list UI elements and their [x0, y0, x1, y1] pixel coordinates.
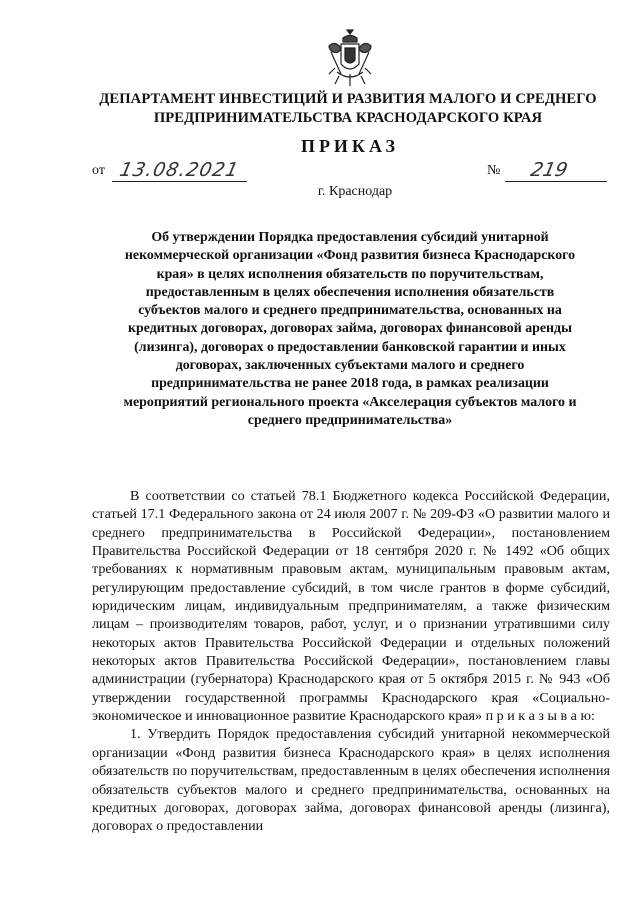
order-body — [92, 487, 610, 836]
body-paragraph-item-1: 1. Утвердить Порядок предоставления субсидий унитарной некоммерческой организации «Фонд развития бизнеса Краснодарского края» в целях исполнения обязательств по поручительствам, предоставленным в целях обеспечения исполнения обязательств субъектов малого и среднего предпринимательства, основанных на кредитных договорах, договорах займа, договорах финансовой аренды (лизинга), договорах о предоставлении — [92, 726, 610, 835]
city-label: г. Краснодар — [317, 184, 393, 199]
date-prefix: от — [92, 163, 105, 178]
coat-of-arms-icon — [325, 28, 375, 88]
body-paragraph-preamble: В соответствии со статьей 78.1 Бюджетного кодекса Российской Федерации, статьей 17.1 Федерального закона от 24 июля 2007 г. № 209-ФЗ «О развитии малого и среднего предпринимательства в Российской Федерации», постановлением Правительства Российской Федерации от 18 сентября 2020 г. № 1492 «Об общих требованиях к нормативным правовым актам, муниципальным правовым актам, регулирующим предоставление субсидий, в том числе грантов в форме субсидий, юридическим лицам, индивидуальным предпринимателям, а также физическим лицам – производителям товаров, работ, услуг, и о признании утратившими силу некоторых актов Правительства Российской Федерации и отдельных положений некоторых актов Правительства Российской Федерации», постановлением главы администрации (губернатора) Краснодарского края от 5 октября 2015 г. № 943 «Об утверждении государственной программы Краснодарского края «Социально-экономическое и инновационное развитие Краснодарского края» п р и к а з ы в а ю: — [92, 488, 610, 725]
order-subject: Об утверждении Порядка предоставления субсидий унитарной некоммерческой организации «Фонд развития бизнеса Краснодарского края» в целях исполнения обязательств по поручительствам, предоставленным в целях обеспечения исполнения обязательств субъектов малого и среднего предпринимательства, основанных на кредитных договорах, договорах займа, договорах финансовой аренды (лизинга), договорах о предоставлении банковской гарантии и иных договорах, заключенных субъектами малого и среднего предпринимательства не ранее 2018 года, в рамках реализации мероприятий регионального проекта «Акселерация субъектов малого и среднего предпринимательства» — [123, 230, 577, 428]
number-field — [505, 159, 607, 182]
number-value: 219 — [528, 159, 570, 181]
document-type-title: ПРИКАЗ — [300, 136, 400, 156]
department-name: ДЕПАРТАМЕНТ ИНВЕСТИЦИЙ И РАЗВИТИЯ МАЛОГО И СРЕДНЕГО ПРЕДПРИНИМАТЕЛЬСТВА КРАСНОДАРСКОГО КРАЯ — [99, 91, 597, 126]
number-prefix: № — [487, 163, 501, 178]
date-value: 13.08.2021 — [117, 159, 242, 181]
date-field — [112, 159, 247, 182]
